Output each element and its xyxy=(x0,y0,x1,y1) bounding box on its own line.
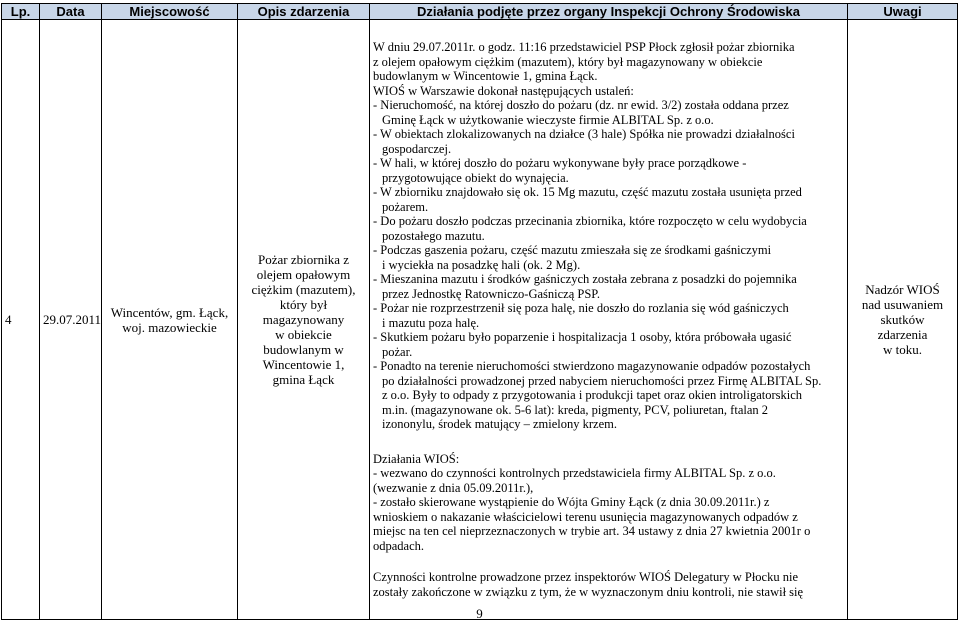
action-line: - Pożar nie rozprzestrzenił się poza halę, nie doszło do rozlania się wód gaśniczych xyxy=(373,301,789,315)
row-date: 29.07.2011 xyxy=(40,20,102,620)
remarks-line: Nadzór WIOŚ xyxy=(865,282,940,297)
action-line: Czynności kontrolne prowadzone przez inspektorów WIOŚ Delegatury w Płocku nie xyxy=(373,570,799,584)
remarks-line: skutków xyxy=(880,312,925,327)
incidents-table xyxy=(1,3,958,620)
action-line: pozostałego mazutu. xyxy=(382,228,485,243)
table-header-row xyxy=(2,4,958,20)
page-number: 9 xyxy=(476,606,483,621)
action-line: po działalności prowadzonej przed nabyciem nieruchomości przez Firmę ALBITAL Sp. xyxy=(382,373,822,388)
row-remarks xyxy=(848,20,958,620)
description-line: ciężkim (mazutem), xyxy=(251,282,356,297)
location-line-1: Wincentów, gm. Łąck, xyxy=(110,304,229,320)
row-location xyxy=(102,20,238,620)
header-remarks: Uwagi xyxy=(848,4,958,20)
action-line: przez Jednostkę Ratowniczo-Gaśniczą PSP. xyxy=(382,286,600,301)
action-line: - Do pożaru doszło podczas przecinania zbiornika, które rozpoczęto w celu wydobycia xyxy=(373,214,807,228)
action-line: - Skutkiem pożaru było poparzenie i hospitalizacja 1 osoby, która próbowała ugasić xyxy=(373,330,792,344)
action-line: pożarem. xyxy=(382,199,429,214)
action-line: - Nieruchomość, na której doszło do pożaru (dz. nr ewid. 3/2) została oddana przez xyxy=(373,98,789,112)
location-line-2: woj. mazowieckie xyxy=(122,319,217,335)
remarks-line: nad usuwaniem xyxy=(861,297,944,312)
row-description xyxy=(238,20,370,620)
action-line: Działania WIOŚ: xyxy=(373,451,460,466)
description-line: gmina Łąck xyxy=(272,372,335,387)
description-line: który był xyxy=(279,297,328,312)
header-actions: Działania podjęte przez organy Inspekcji Ochrony Środowiska xyxy=(370,4,848,20)
header-location: Miejscowość xyxy=(102,4,238,20)
paragraph-gap xyxy=(373,432,844,452)
action-line: przygotowujące obiekt do wynajęcia. xyxy=(382,170,569,185)
paragraph-gap xyxy=(373,553,844,570)
action-line: i mazutu poza halę. xyxy=(382,315,480,330)
action-line: - Podczas gaszenia pożaru, część mazutu zmieszała się ze środkami gaśniczymi xyxy=(373,243,772,257)
action-line: - Mieszanina mazutu i środków gaśniczych została zebrana z posadzki do pojemnika xyxy=(373,272,797,286)
description-line: w obiekcie xyxy=(275,327,332,342)
action-line: WIOŚ w Warszawie dokonał następujących ustaleń: xyxy=(373,83,634,98)
header-date: Data xyxy=(40,4,102,20)
remarks-line: w toku. xyxy=(883,342,922,357)
action-line: z olejem opałowym ciężkim (mazutem), który był magazynowany w obiekcie xyxy=(373,54,763,69)
action-line: - wezwano do czynności kontrolnych przedstawiciela firmy ALBITAL Sp. z o.o. xyxy=(373,466,776,480)
action-line: W dniu 29.07.2011r. o godz. 11:16 przedstawiciel PSP Płock zgłosił pożar zbiornika xyxy=(373,40,795,54)
remarks-line: zdarzenia xyxy=(877,327,928,342)
description-line: budowlanym w xyxy=(263,342,344,357)
action-line: - W zbiorniku znajdowało się ok. 15 Mg mazutu, część mazutu została usunięta przed xyxy=(373,185,802,199)
row-actions xyxy=(370,20,848,620)
action-line: Gminę Łąck w użytkowanie wieczyste firmie ALBITAL Sp. z o.o. xyxy=(382,112,714,127)
action-line: zostały zakończone w związku z tym, że w wyznaczonym dniu kontroli, nie stawił się xyxy=(373,584,804,599)
action-line: - zostało skierowane wystąpienie do Wójta Gminy Łąck (z dnia 30.09.2011r.) z xyxy=(373,495,770,509)
actions-text xyxy=(373,40,844,599)
action-line: z o.o. Były to odpady z przygotowania i produkcji tapet oraz okien introligatorskich xyxy=(382,388,803,402)
action-line: wnioskiem o nakazanie właścicielowi terenu usunięcia magazynowanych odpadów z xyxy=(373,509,798,524)
action-line: izononylu, środek matujący – zmielony krzem. xyxy=(382,417,618,431)
action-line: miejsc na ten cel nieprzeznaczonych w trybie art. 34 ustawy z dnia 27 kwietnia 2001r o xyxy=(373,524,811,538)
action-line: - W hali, w której doszło do pożaru wykonywane były prace porządkowe - xyxy=(373,156,747,170)
action-line: gospodarczej. xyxy=(382,141,452,156)
row-number: 4 xyxy=(2,20,40,620)
description-line: Wincentowie 1, xyxy=(262,357,345,372)
table-row xyxy=(2,20,958,620)
action-line: (wezwanie z dnia 05.09.2011r.), xyxy=(373,480,534,495)
action-line: m.in. (magazynowane ok. 5-6 lat): kreda, pigmenty, PCV, poliuretan, ftalan 2 xyxy=(382,402,769,417)
header-description: Opis zdarzenia xyxy=(238,4,370,20)
description-line: Pożar zbiornika z xyxy=(258,252,349,267)
header-lp: Lp. xyxy=(2,4,40,20)
description-line: magazynowany xyxy=(262,312,345,327)
action-line: - W obiektach zlokalizowanych na działce (3 hale) Spółka nie prowadzi działalności xyxy=(373,127,795,141)
action-line: i wyciekła na posadzkę hali (ok. 2 Mg). xyxy=(382,257,581,272)
action-line: budowlanym w Wincentowie 1, gmina Łąck. xyxy=(373,69,598,83)
action-line: - Ponadto na terenie nieruchomości stwierdzono magazynowanie odpadów pozostałych xyxy=(373,359,811,373)
action-line: pożar. xyxy=(382,344,413,359)
action-line: odpadach. xyxy=(373,538,425,553)
description-line: olejem opałowym xyxy=(256,267,351,282)
